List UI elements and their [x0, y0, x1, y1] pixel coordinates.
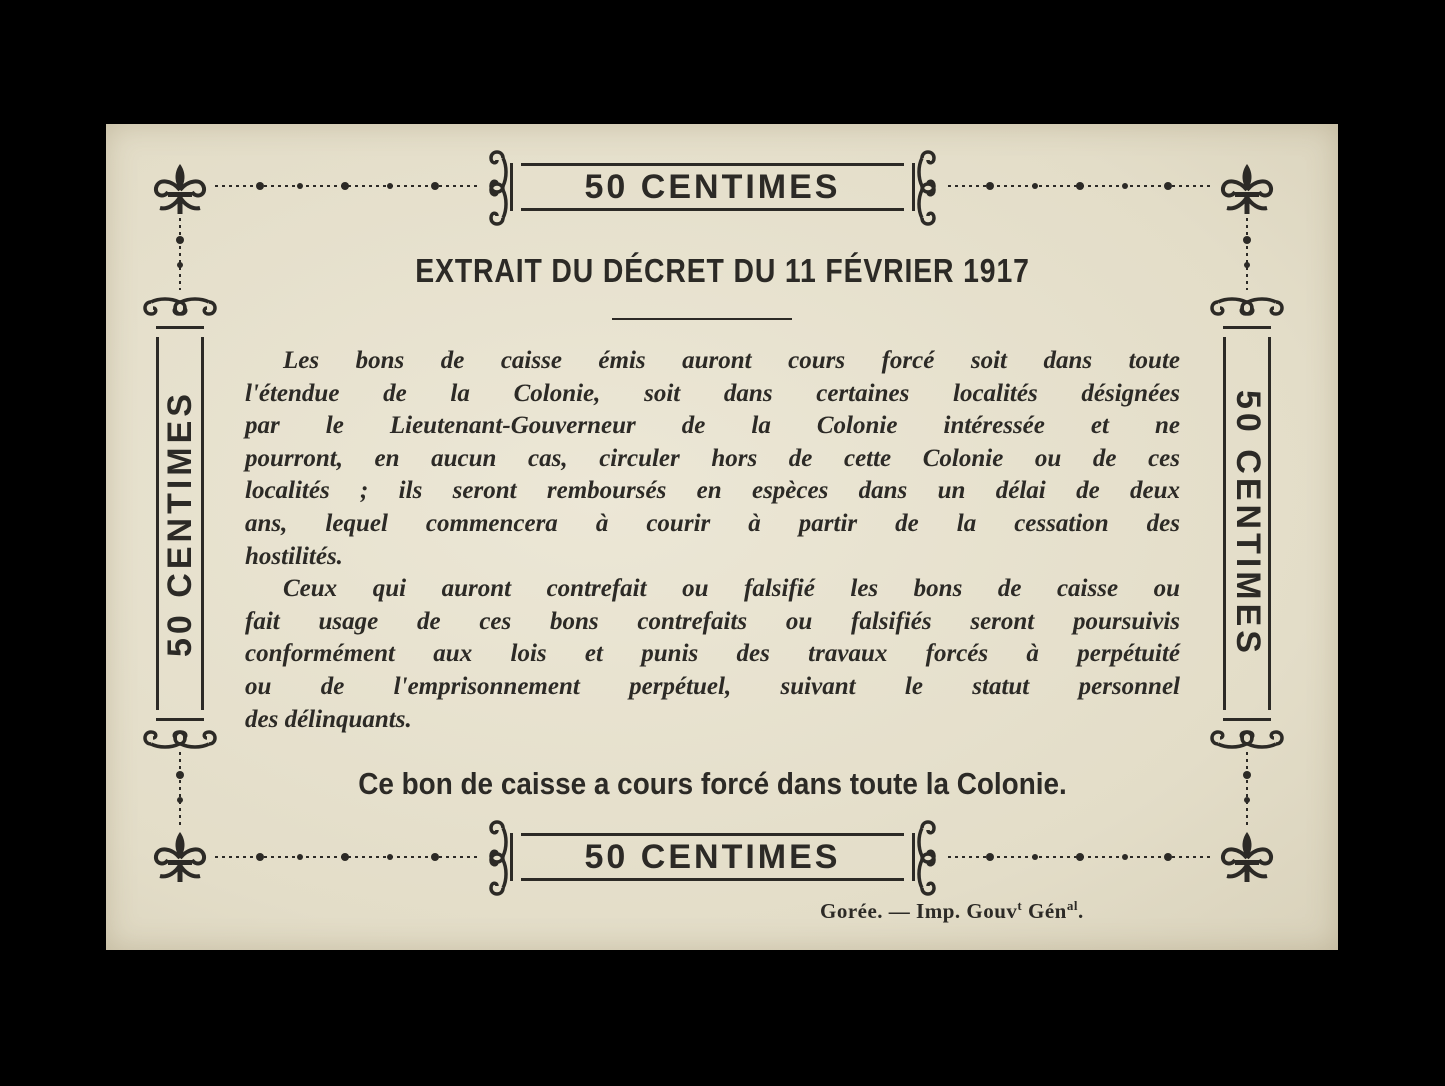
- paragraph1-line: l'étendue de la Colonie, soit dans certaines localités désignées: [245, 379, 1180, 407]
- printer-end: .: [1077, 899, 1084, 923]
- decree-text: [245, 345, 1180, 736]
- paragraph2-line: ou de l'emprisonnement perpétuel, suivant le statut personnel: [245, 672, 1180, 700]
- denomination-right-text: 50 CENTIMES: [1228, 390, 1267, 657]
- paragraph1-line: hostilités.: [245, 542, 343, 570]
- denomination-right: [1223, 326, 1271, 721]
- denomination-top-text: 50 CENTIMES: [584, 167, 841, 206]
- paragraph1-line: pourront, en aucun cas, circuler hors de cette Colonie ou de ces: [245, 444, 1180, 472]
- paragraph2-line: Ceux qui auront contrefait ou falsifié les bons de caisse ou: [283, 575, 1180, 603]
- paragraph1-line: Les bons de caisse émis auront cours forcé soit dans toute: [283, 347, 1180, 374]
- printer-main: Gorée. — Imp. Gouv: [820, 899, 1018, 923]
- paragraph2-line: des délinquants.: [245, 705, 412, 733]
- printer-sup2: al: [1066, 898, 1078, 913]
- denomination-bottom-text: 50 CENTIMES: [584, 837, 841, 876]
- printer-mid: Gén: [1022, 899, 1067, 923]
- paragraph2-line: fait usage de ces bons contrefaits ou falsifiés seront poursuivis: [245, 607, 1180, 635]
- paragraph1-line: ans, lequel commencera à courir à partir de la cessation des: [245, 509, 1180, 537]
- paragraph1-line: localités ; ils seront remboursés en espèces dans un délai de deux: [245, 477, 1180, 505]
- printer-credit: [820, 898, 1084, 924]
- denomination-left: [156, 326, 204, 721]
- printer-sup1: t: [1017, 898, 1023, 913]
- denomination-top: [510, 163, 915, 211]
- title-rule: [612, 318, 792, 320]
- denomination-left-text: 50 CENTIMES: [160, 390, 199, 657]
- legal-tender-statement: Ce bon de caisse a cours forcé dans toute la Colonie.: [358, 766, 1067, 801]
- paragraph2-line: conformément aux lois et punis des travaux forcés à perpétuité: [245, 640, 1180, 668]
- denomination-bottom: [510, 833, 915, 881]
- paragraph1-line: par le Lieutenant-Gouverneur de la Colonie intéressée et ne: [245, 412, 1180, 440]
- decree-title: EXTRAIT DU DÉCRET DU 11 FÉVRIER 1917: [415, 252, 1030, 289]
